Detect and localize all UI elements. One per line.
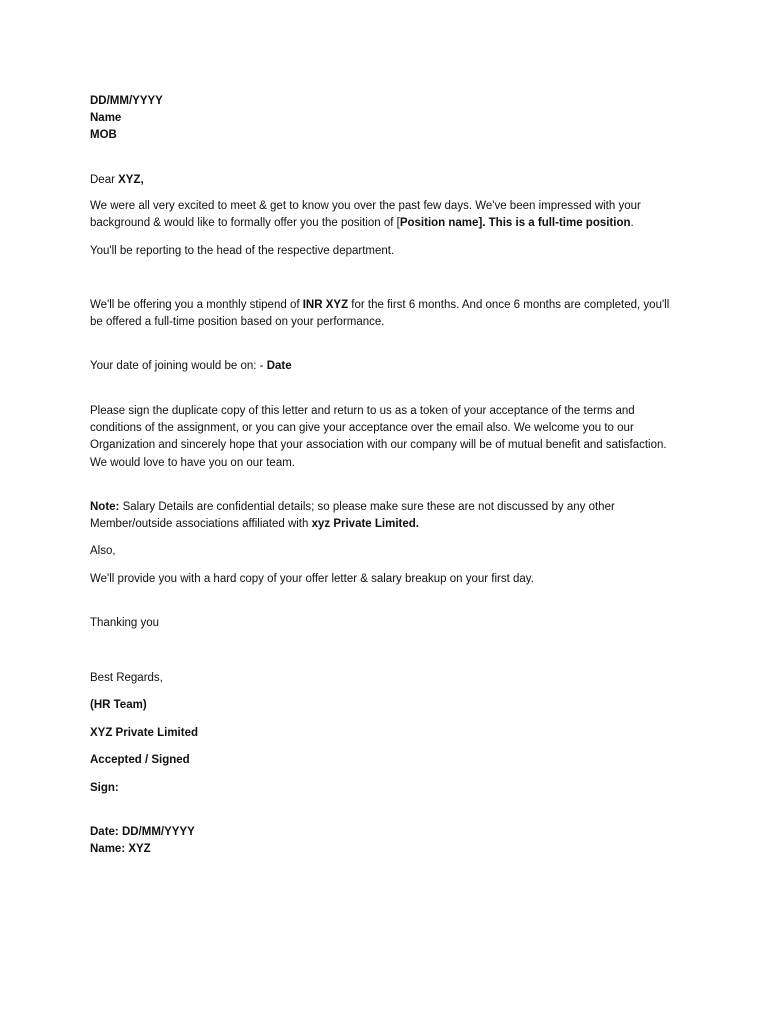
footer-date: Date: DD/MM/YYYY <box>90 826 195 838</box>
paragraph-3-text-a: We'll be offering you a monthly stipend of <box>90 299 303 311</box>
joining-date <box>90 358 690 375</box>
paragraph-1-line-2 <box>90 215 690 232</box>
greeting-prefix: Dear <box>90 174 119 186</box>
note-text-1: Salary Details are confidential details; so please make sure these are not discussed by any other <box>119 501 615 513</box>
joining-value: Date <box>266 360 292 372</box>
best-regards: Best Regards, <box>90 672 163 684</box>
header-date: DD/MM/YYYY <box>90 95 163 107</box>
paragraph-1-text-b: ]. This is a <box>478 217 538 229</box>
note-line-2 <box>90 516 690 533</box>
hr-team: (HR Team) <box>90 699 147 711</box>
position-name: Position name <box>399 217 479 229</box>
paragraph-5: We'll provide you with a hard copy of your offer letter & salary breakup on your first day. <box>90 573 534 585</box>
paragraph-1-text-a: background & would like to formally offer you the position of [ <box>90 217 400 229</box>
accepted-signed: Accepted / Signed <box>90 754 190 766</box>
also-text: Also, <box>90 545 116 557</box>
thanking-text: Thanking you <box>90 617 160 629</box>
greeting <box>90 172 690 189</box>
paragraph-1-text-c: . <box>630 217 634 229</box>
company-name: XYZ Private Limited <box>90 727 199 739</box>
paragraph-3-line-1 <box>90 297 690 314</box>
header-name: Name <box>90 112 122 124</box>
paragraph-3-text-b: for the first 6 months. And once 6 months are completed, you'll <box>348 299 670 311</box>
header-mob: MOB <box>90 129 117 141</box>
note-text-2: Member/outside associations affiliated with <box>90 518 312 530</box>
footer-name: Name: XYZ <box>90 843 151 855</box>
paragraph-4-line-1: Please sign the duplicate copy of this letter and return to us as a token of your acceptance of the terms and <box>90 405 635 417</box>
note-line-1 <box>90 499 690 516</box>
greeting-name: XYZ, <box>118 174 144 186</box>
note-label: Note: <box>90 501 120 513</box>
paragraph-4-line-2: conditions of the assignment, or you can give your acceptance over the email also. We welcome you to our <box>90 422 634 434</box>
joining-label: Your date of joining would be on: - <box>90 360 267 372</box>
stipend-amount: INR XYZ <box>302 299 349 311</box>
paragraph-3-line-2: be offered a full-time position based on your performance. <box>90 316 385 328</box>
note-company: xyz Private Limited. <box>311 518 419 530</box>
sign-label: Sign: <box>90 782 119 794</box>
paragraph-1-line-1: We were all very excited to meet & get to know you over the past few days. We've been impressed with your <box>90 200 641 212</box>
paragraph-4-line-4: We would love to have you on our team. <box>90 457 295 469</box>
paragraph-4-line-3: Organization and sincerely hope that your association with our company will be of mutual benefit and satisfaction. <box>90 439 667 451</box>
paragraph-2: You'll be reporting to the head of the respective department. <box>90 245 395 257</box>
full-time-position: full-time position <box>537 217 631 229</box>
